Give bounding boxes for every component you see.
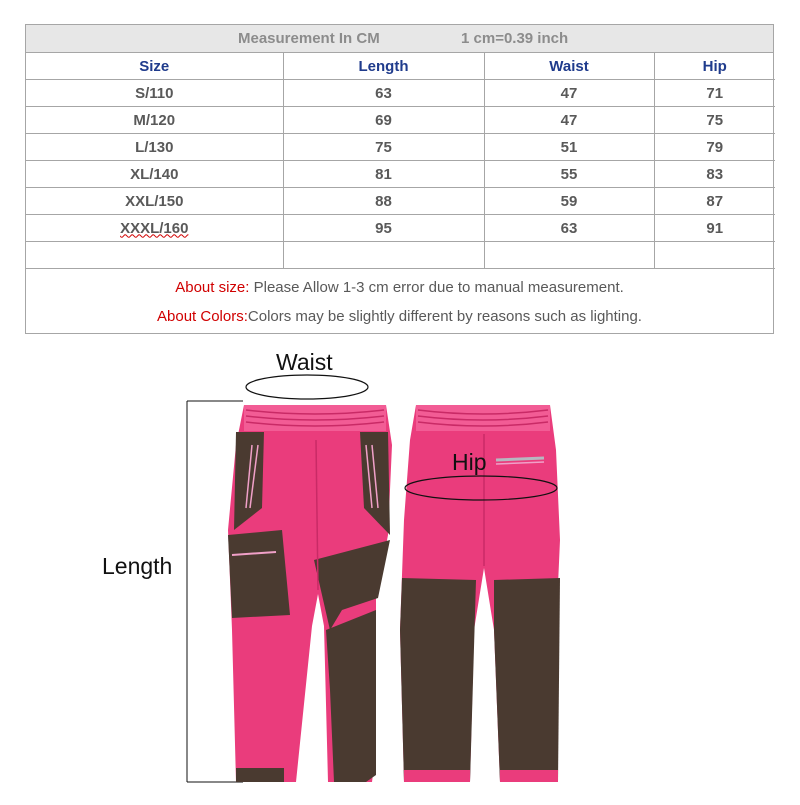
cell-hip: 87 [654, 188, 775, 215]
notes-section [26, 269, 773, 333]
empty-cell [26, 242, 283, 269]
cell-waist: 55 [484, 161, 654, 188]
table-row [26, 188, 775, 215]
cell-waist: 51 [484, 134, 654, 161]
cell-size: M/120 [26, 107, 283, 134]
colors-note-label: About Colors: [157, 308, 248, 325]
table-row [26, 107, 775, 134]
header-size: Size [26, 53, 283, 80]
colors-note [26, 308, 773, 325]
size-note-text: Please Allow 1-3 cm error due to manual measurement. [249, 279, 624, 296]
cell-length: 69 [283, 107, 484, 134]
cell-waist: 63 [484, 215, 654, 242]
cell-length: 81 [283, 161, 484, 188]
empty-cell [283, 242, 484, 269]
cell-size [26, 215, 283, 242]
header-hip: Hip [654, 53, 775, 80]
cell-hip: 91 [654, 215, 775, 242]
chart-title: Measurement In CM [238, 30, 380, 47]
header-waist: Waist [484, 53, 654, 80]
length-label: Length [102, 553, 173, 579]
table-row [26, 80, 775, 107]
size-note [26, 279, 773, 296]
measurement-diagram [0, 330, 800, 800]
cell-waist: 47 [484, 107, 654, 134]
cell-hip: 83 [654, 161, 775, 188]
hip-label: Hip [452, 449, 487, 475]
unit-conversion: 1 cm=0.39 inch [461, 30, 569, 47]
size-chart [25, 24, 774, 334]
cell-hip: 71 [654, 80, 775, 107]
front-pants [228, 405, 392, 782]
table-row [26, 161, 775, 188]
cell-size: XL/140 [26, 161, 283, 188]
empty-cell [654, 242, 775, 269]
colors-note-text: Colors may be slightly different by reasons such as lighting. [247, 308, 642, 325]
waist-label: Waist [276, 349, 333, 375]
cell-hip: 79 [654, 134, 775, 161]
cell-size: L/130 [26, 134, 283, 161]
cell-size: XXL/150 [26, 188, 283, 215]
size-note-label: About size: [175, 279, 250, 296]
cell-waist: 47 [484, 80, 654, 107]
chart-title-bar [26, 25, 773, 53]
cell-length: 63 [283, 80, 484, 107]
cell-size: S/110 [26, 80, 283, 107]
cell-length: 75 [283, 134, 484, 161]
header-row [26, 53, 775, 80]
size-value: XXXL/160 [120, 219, 189, 237]
waist-ellipse [246, 375, 368, 399]
empty-row [26, 242, 775, 269]
cell-length: 95 [283, 215, 484, 242]
cell-waist: 59 [484, 188, 654, 215]
empty-cell [484, 242, 654, 269]
size-table [26, 53, 775, 269]
table-row [26, 134, 775, 161]
header-length: Length [283, 53, 484, 80]
cell-hip: 75 [654, 107, 775, 134]
table-row [26, 215, 775, 242]
cell-length: 88 [283, 188, 484, 215]
